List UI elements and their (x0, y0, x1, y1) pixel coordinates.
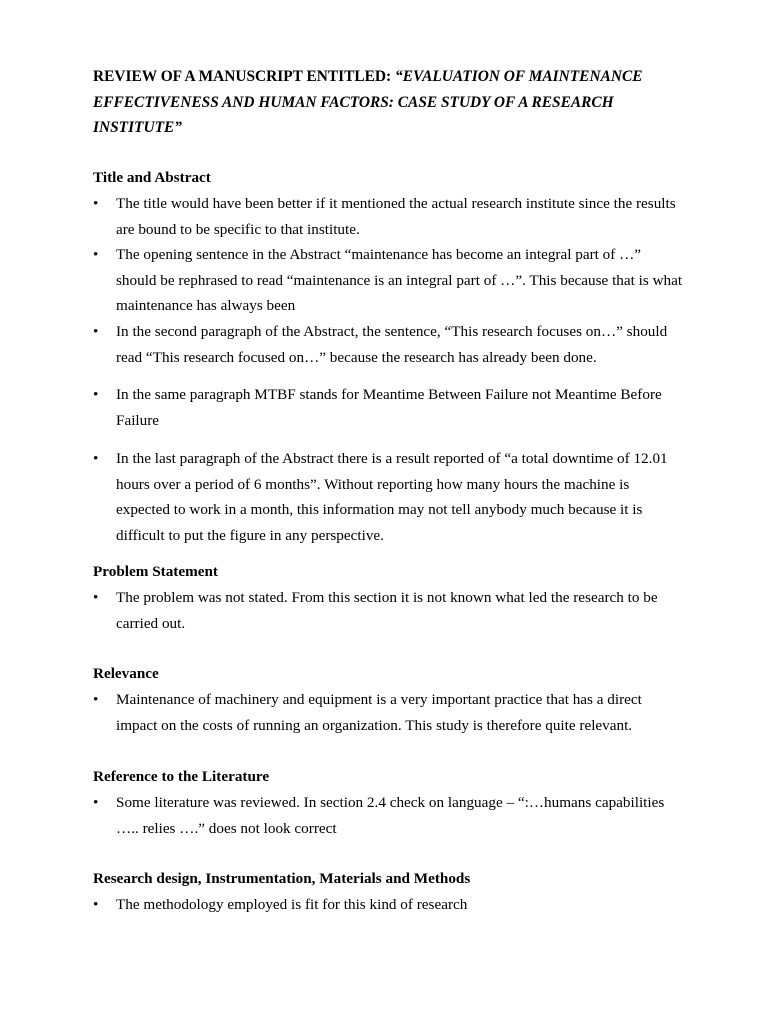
bullet-icon: • (93, 386, 99, 403)
bullet-icon: • (93, 323, 99, 340)
bullet-icon: • (93, 246, 99, 263)
list-item (93, 585, 683, 636)
list-item-text: In the second paragraph of the Abstract, the sentence, “This research focuses on…” should read “This research focused on…” because the research has already been done. (116, 323, 668, 366)
bullet-icon: • (93, 691, 99, 708)
list-item (93, 382, 683, 433)
list-item (93, 191, 683, 242)
list-item-text: Maintenance of machinery and equipment is a very important practice that has a direct impact on the costs of running an organization. This study is therefore quite relevant. (116, 691, 642, 734)
document-title (93, 64, 693, 141)
section-heading-relevance: Relevance (93, 665, 159, 682)
list-item (93, 242, 683, 319)
list-item-text: The opening sentence in the Abstract “maintenance has become an integral part of …” should be rephrased to read “maintenance is an integral part of …”. This because that is what maintenance has always been (116, 246, 683, 315)
title-italic: “EVALUATION OF MAINTENANCE EFFECTIVENESS AND HUMAN FACTORS: CASE STUDY OF A RESEARCH INSTITUTE” (93, 68, 643, 136)
list-item (93, 687, 683, 738)
list-item (93, 319, 683, 370)
list-item (93, 790, 683, 841)
list-item (93, 892, 683, 918)
list-item (93, 446, 683, 548)
title-plain: REVIEW OF A MANUSCRIPT ENTITLED: (93, 68, 396, 85)
bullet-icon: • (93, 450, 99, 467)
section-heading-reference-to-literature: Reference to the Literature (93, 768, 270, 785)
bullet-icon: • (93, 589, 99, 606)
section-heading-title-and-abstract: Title and Abstract (93, 169, 211, 186)
list-item-text: Some literature was reviewed. In section 2.4 check on language – “:…humans capabilities ….. relies ….” does not look correct (116, 794, 665, 837)
list-item-text: The title would have been better if it mentioned the actual research institute since the results are bound to be specific to that institute. (116, 195, 676, 238)
list-item-text: In the same paragraph MTBF stands for Meantime Between Failure not Meantime Before Failure (116, 386, 662, 429)
list-item-text: In the last paragraph of the Abstract there is a result reported of “a total downtime of 12.01 hours over a period of 6 months”. Without reporting how many hours the machine is expected to work in a month, this information may not tell anybody much because it is difficult to put the figure in any perspective. (116, 450, 668, 544)
bullet-icon: • (93, 896, 99, 913)
bullet-icon: • (93, 195, 99, 212)
section-heading-research-design: Research design, Instrumentation, Materials and Methods (93, 870, 471, 887)
section-heading-problem-statement: Problem Statement (93, 563, 218, 580)
list-item-text: The problem was not stated. From this section it is not known what led the research to be carried out. (116, 589, 658, 632)
bullet-icon: • (93, 794, 99, 811)
list-item-text: The methodology employed is fit for this kind of research (116, 896, 468, 913)
